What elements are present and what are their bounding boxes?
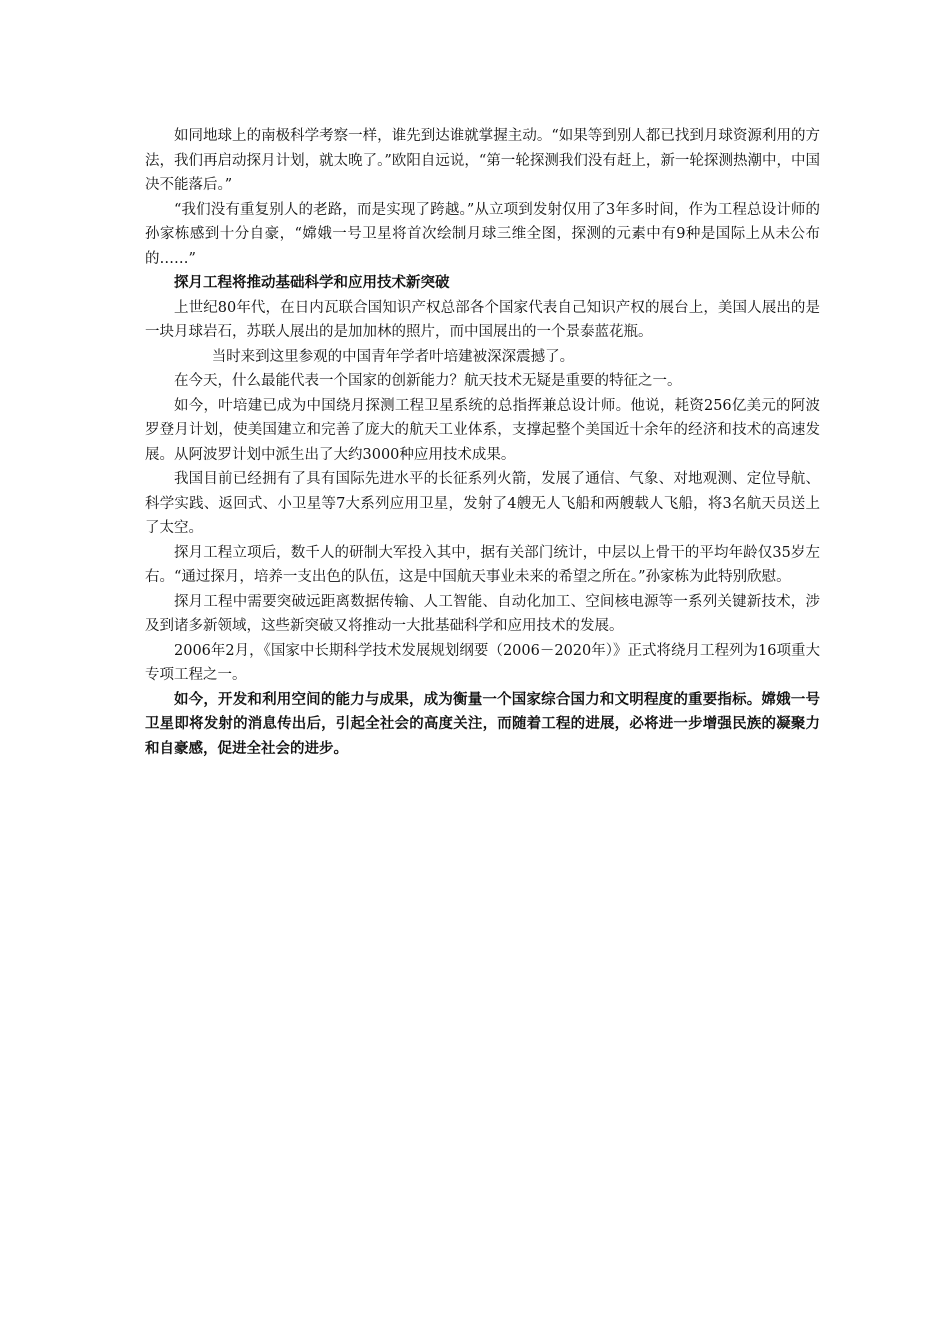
section-heading: 探月工程将推动基础科学和应用技术新突破 xyxy=(174,275,450,291)
paragraph-ye-peijian-shock: 当时来到这里参观的中国青年学者叶培建被深深震撼了。 xyxy=(211,348,575,365)
paragraph-innovation: 在今天，什么最能代表一个国家的创新能力？航天技术无疑是重要的特征之一。 xyxy=(174,373,682,389)
paragraph-2006-plan: 2006年2月，《国家中长期科学技术发展规划纲要（2006－2020年）》正式将绕月工程列为16项重大专项工程之一。 xyxy=(145,642,820,683)
paragraph-apollo: 如今，叶培建已成为中国绕月探测工程卫星系统的总指挥兼总设计师。他说，耗资256亿美元的阿波罗登月计划，使美国建立和完善了庞大的航天工业体系，支撑起整个美国近十余年的经济和技术的高速发展。从阿波罗计划中派生出了大约3000种应用技术成果。 xyxy=(145,397,820,463)
paragraph-technologies: 探月工程中需要突破远距离数据传输、人工智能、自动化加工、空间核电源等一系列关键新技术，涉及到诸多新领域，这些新突破又将推动一大批基础科学和应用技术的发展。 xyxy=(145,593,820,634)
paragraph-team: 探月工程立项后，数千人的研制大军投入其中，据有关部门统计，中层以上骨干的平均年龄仅35岁左右。“通过探月，培养一支出色的队伍，这是中国航天事业未来的希望之所在。”孙家栋为此特别欣慰。 xyxy=(145,544,820,585)
paragraph-antarctic: 如同地球上的南极科学考察一样，谁先到达谁就掌握主动。“如果等到别人都已找到月球资源利用的方法，我们再启动探月计划，就太晚了。”欧阳自远说，“第一轮探测我们没有赶上，新一轮探测热潮中，中国决不能落后。” xyxy=(145,128,820,193)
paragraph-closing: 如今，开发和利用空间的能力与成果，成为衡量一个国家综合国力和文明程度的重要指标。嫦娥一号卫星即将发射的消息传出后，引起全社会的高度关注，而随着工程的进展，必将进一步增强民族的凝聚力和自豪感，促进全社会的进步。 xyxy=(145,691,820,757)
paragraph-sun-jiadong: “我们没有重复别人的老路，而是实现了跨越。”从立项到发射仅用了3年多时间，作为工程总设计师的孙家栋感到十分自豪，“嫦娥一号卫星将首次绘制月球三维全图，探测的元素中有9种是国际上从未公布的……” xyxy=(145,201,820,267)
paragraph-rockets: 我国目前已经拥有了具有国际先进水平的长征系列火箭，发展了通信、气象、对地观测、定位导航、科学实践、返回式、小卫星等7大系列应用卫星，发射了4艘无人飞船和两艘载人飞船，将3名航天员送上了太空。 xyxy=(145,471,820,536)
document-page xyxy=(145,124,820,761)
paragraph-geneva: 上世纪80年代，在日内瓦联合国知识产权总部各个国家代表自己知识产权的展台上，美国人展出的是一块月球岩石，苏联人展出的是加加林的照片，而中国展出的一个景泰蓝花瓶。 xyxy=(145,299,820,340)
